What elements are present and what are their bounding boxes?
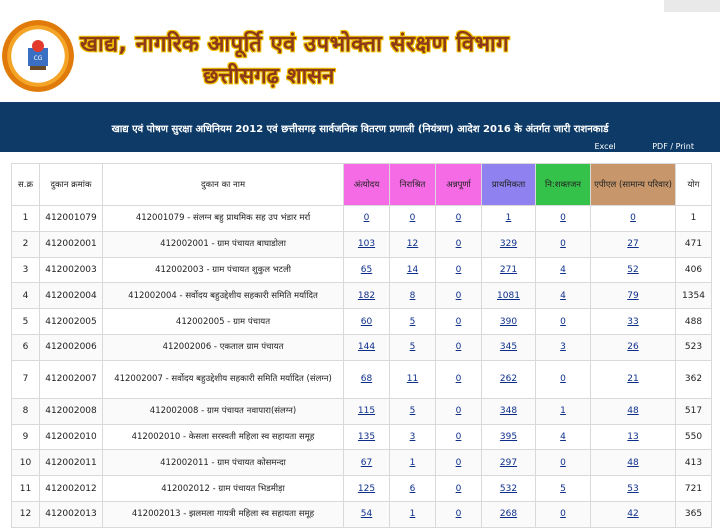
export-links (560, 142, 694, 151)
cell-sno: 6 (12, 334, 40, 360)
cell-shop-name: 412002001 - ग्राम पंचायत बाघाडोला (103, 231, 344, 257)
cell-prathmikta (482, 424, 536, 450)
cell-sno: 11 (12, 476, 40, 502)
top-strip (0, 0, 720, 12)
cell-shop-code: 412002012 (40, 476, 103, 502)
cell-prathmikta (482, 360, 536, 398)
cell-antyodaya (344, 501, 390, 527)
cell-annapurna (436, 283, 482, 309)
cell-total: 488 (676, 309, 712, 335)
cell-prathmikta-link[interactable]: 1081 (497, 290, 520, 301)
cell-total: 406 (676, 257, 712, 283)
cell-total: 362 (676, 360, 712, 398)
cell-total: 550 (676, 424, 712, 450)
cell-annapurna-link[interactable]: 0 (455, 483, 462, 494)
cell-annapurna-link[interactable]: 0 (455, 406, 462, 417)
cell-antyodaya-link[interactable]: 144 (357, 342, 376, 353)
cell-apl-link[interactable]: 13 (627, 431, 639, 442)
cell-antyodaya-link[interactable]: 65 (360, 264, 373, 275)
cell-nishaktjan-link[interactable]: 4 (560, 264, 566, 275)
cell-annapurna-link[interactable]: 0 (455, 316, 462, 327)
cell-total: 517 (676, 398, 712, 424)
cell-prathmikta (482, 450, 536, 476)
table-row (12, 501, 712, 527)
cell-niradhrit (390, 476, 436, 502)
cell-nishaktjan-link[interactable]: 5 (560, 483, 566, 494)
cell-sno: 8 (12, 398, 40, 424)
cell-antyodaya (344, 476, 390, 502)
cell-prathmikta-link[interactable]: 390 (499, 316, 518, 327)
cell-nishaktjan (536, 309, 591, 335)
cell-prathmikta-link[interactable]: 348 (499, 406, 518, 417)
cell-total: 523 (676, 334, 712, 360)
cell-prathmikta (482, 309, 536, 335)
cell-total: 471 (676, 231, 712, 257)
header-nishaktjan: नि:शक्तजन (536, 164, 591, 206)
cell-niradhrit-link[interactable]: 6 (409, 483, 416, 494)
cell-nishaktjan-link[interactable]: 0 (560, 374, 566, 385)
cell-annapurna-link[interactable]: 0 (455, 431, 462, 442)
cell-annapurna (436, 360, 482, 398)
cell-apl-link[interactable]: 0 (630, 213, 636, 224)
cell-apl-link[interactable]: 53 (627, 483, 639, 494)
cell-shop-name: 412002006 - एकताल ग्राम पंचायत (103, 334, 344, 360)
cell-antyodaya-link[interactable]: 54 (360, 509, 373, 520)
cell-shop-name: 412002008 - ग्राम पंचायत नवापारा(संलग्न) (103, 398, 344, 424)
cell-antyodaya (344, 450, 390, 476)
cell-shop-name: 412001079 - संलग्न बहु प्राथमिक सह उप भंडार मर्रा (103, 206, 344, 232)
ration-card-table (11, 163, 712, 528)
cell-nishaktjan-link[interactable]: 0 (560, 457, 566, 468)
svg-text:CG: CG (33, 55, 43, 62)
cell-apl (591, 476, 676, 502)
cell-antyodaya-link[interactable]: 67 (360, 457, 373, 468)
cell-annapurna-link[interactable]: 0 (455, 239, 462, 250)
cell-nishaktjan-link[interactable]: 0 (560, 213, 566, 224)
cell-shop-code: 412002008 (40, 398, 103, 424)
cell-nishaktjan (536, 283, 591, 309)
table-row (12, 257, 712, 283)
cell-niradhrit-link[interactable]: 1 (409, 457, 416, 468)
cell-nishaktjan-link[interactable]: 4 (560, 290, 566, 301)
cell-niradhrit (390, 231, 436, 257)
cell-apl (591, 398, 676, 424)
cell-prathmikta-link[interactable]: 1 (505, 213, 512, 224)
cell-nishaktjan-link[interactable]: 0 (560, 316, 566, 327)
cell-shop-name: 412002010 - केसला सरस्वती महिला स्व सहायता समूह (103, 424, 344, 450)
cell-total: 721 (676, 476, 712, 502)
cell-sno: 1 (12, 206, 40, 232)
cell-nishaktjan (536, 257, 591, 283)
department-logo (2, 20, 74, 92)
excel-export-link[interactable]: Excel (594, 142, 616, 151)
cell-niradhrit-link[interactable]: 5 (409, 316, 416, 327)
cell-apl-link[interactable]: 33 (627, 316, 639, 327)
cell-total: 1354 (676, 283, 712, 309)
cell-sno: 5 (12, 309, 40, 335)
cell-shop-name: 412002011 - ग्राम पंचायत कोसमन्दा (103, 450, 344, 476)
cell-niradhrit (390, 424, 436, 450)
header-total: योग (676, 164, 712, 206)
cell-antyodaya (344, 257, 390, 283)
cell-shop-name: 412002012 - ग्राम पंचायत भिडमीड़ा (103, 476, 344, 502)
cell-total: 1 (676, 206, 712, 232)
cell-prathmikta (482, 501, 536, 527)
header-niradhrit: निराश्रित (390, 164, 436, 206)
cell-sno: 12 (12, 501, 40, 527)
cell-antyodaya (344, 231, 390, 257)
cell-annapurna-link[interactable]: 0 (455, 457, 462, 468)
cell-shop-code: 412002004 (40, 283, 103, 309)
pdf-print-link[interactable]: PDF / Print (652, 142, 694, 151)
cell-prathmikta (482, 334, 536, 360)
cell-apl (591, 283, 676, 309)
cell-antyodaya-link[interactable]: 103 (357, 239, 376, 250)
cell-antyodaya-link[interactable]: 0 (363, 213, 370, 224)
cell-nishaktjan (536, 398, 591, 424)
cell-shop-name: 412002004 - सर्वोदय बहुउद्देशीय सहकारी समिति मर्यादित (103, 283, 344, 309)
header-apl: एपीएल (सामान्य परिवार) (591, 164, 676, 206)
cell-antyodaya-link[interactable]: 115 (357, 406, 376, 417)
cell-prathmikta-link[interactable]: 268 (499, 509, 518, 520)
cell-annapurna (436, 424, 482, 450)
cell-shop-code: 412002013 (40, 501, 103, 527)
cell-annapurna (436, 231, 482, 257)
site-header (0, 12, 720, 102)
cell-antyodaya (344, 334, 390, 360)
cell-annapurna-link[interactable]: 0 (455, 290, 462, 301)
cell-apl-link[interactable]: 48 (627, 457, 639, 468)
cell-apl (591, 334, 676, 360)
table-row (12, 398, 712, 424)
header-prathmikta: प्राथमिकता (482, 164, 536, 206)
cell-apl (591, 231, 676, 257)
header-shop-code: दुकान क्रमांक (40, 164, 103, 206)
cell-niradhrit-link[interactable]: 3 (409, 431, 416, 442)
cell-antyodaya-link[interactable]: 182 (357, 290, 376, 301)
cell-total: 413 (676, 450, 712, 476)
cell-prathmikta-link[interactable]: 329 (499, 239, 518, 250)
ration-card-table-wrapper (11, 163, 711, 528)
cell-nishaktjan (536, 476, 591, 502)
cell-antyodaya-link[interactable]: 60 (360, 316, 373, 327)
cell-annapurna-link[interactable]: 0 (455, 213, 462, 224)
cell-apl (591, 360, 676, 398)
cell-annapurna (436, 450, 482, 476)
cell-niradhrit-link[interactable]: 8 (409, 290, 416, 301)
cell-antyodaya (344, 206, 390, 232)
cell-niradhrit (390, 450, 436, 476)
cell-shop-code: 412002003 (40, 257, 103, 283)
cell-nishaktjan (536, 424, 591, 450)
cell-annapurna (436, 334, 482, 360)
cell-apl (591, 450, 676, 476)
top-strip-right (664, 0, 720, 12)
cell-niradhrit (390, 501, 436, 527)
cell-antyodaya (344, 398, 390, 424)
cell-apl-link[interactable]: 52 (627, 264, 639, 275)
cell-apl-link[interactable]: 26 (627, 342, 639, 353)
cell-shop-code: 412001079 (40, 206, 103, 232)
cell-apl (591, 257, 676, 283)
cell-apl (591, 501, 676, 527)
cell-shop-name: 412002005 - ग्राम पंचायत (103, 309, 344, 335)
header-sno: स.क्र (12, 164, 40, 206)
cell-annapurna-link[interactable]: 0 (455, 509, 462, 520)
table-row (12, 231, 712, 257)
cell-apl (591, 206, 676, 232)
cell-niradhrit-link[interactable]: 12 (406, 239, 419, 250)
cell-niradhrit (390, 398, 436, 424)
cell-total: 365 (676, 501, 712, 527)
header-shop-name: दुकान का नाम (103, 164, 344, 206)
emblem-icon (24, 38, 52, 74)
cell-annapurna-link[interactable]: 0 (455, 374, 462, 385)
table-row (12, 424, 712, 450)
cell-annapurna-link[interactable]: 0 (455, 264, 462, 275)
table-row (12, 360, 712, 398)
header-annapurna: अन्नपूर्णा (436, 164, 482, 206)
cell-shop-name: 412002013 - झलमला गायत्री महिला स्व सहायता समूह (103, 501, 344, 527)
cell-nishaktjan-link[interactable]: 1 (560, 406, 566, 417)
cell-annapurna-link[interactable]: 0 (455, 342, 462, 353)
cell-apl-link[interactable]: 79 (627, 290, 639, 301)
cell-prathmikta (482, 206, 536, 232)
cell-niradhrit-link[interactable]: 5 (409, 342, 416, 353)
cell-prathmikta-link[interactable]: 345 (499, 342, 518, 353)
cell-nishaktjan (536, 334, 591, 360)
cell-shop-code: 412002005 (40, 309, 103, 335)
cell-shop-name: 412002003 - ग्राम पंचायत शुकुल भटली (103, 257, 344, 283)
cell-apl-link[interactable]: 27 (627, 239, 639, 250)
cell-niradhrit (390, 334, 436, 360)
cell-sno: 3 (12, 257, 40, 283)
cell-prathmikta (482, 257, 536, 283)
cell-sno: 7 (12, 360, 40, 398)
cell-nishaktjan-link[interactable]: 0 (560, 509, 566, 520)
page-title: खाद्य एवं पोषण सुरक्षा अधिनियम 2012 एवं छत्तीसगढ़ सार्वजनिक वितरण प्रणाली (नियंत्रण) आदेश 2016 के अंतर्गत जारी राशनकार्ड (111, 124, 609, 135)
cell-antyodaya (344, 309, 390, 335)
cell-niradhrit-link[interactable]: 11 (406, 374, 419, 385)
cell-prathmikta-link[interactable]: 262 (499, 374, 518, 385)
cell-nishaktjan (536, 206, 591, 232)
cell-annapurna (436, 501, 482, 527)
cell-sno: 10 (12, 450, 40, 476)
cell-prathmikta-link[interactable]: 532 (499, 483, 518, 494)
cell-annapurna (436, 309, 482, 335)
cell-apl (591, 309, 676, 335)
table-row (12, 334, 712, 360)
cell-prathmikta (482, 476, 536, 502)
cell-niradhrit (390, 360, 436, 398)
cell-sno: 4 (12, 283, 40, 309)
cell-nishaktjan-link[interactable]: 0 (560, 239, 566, 250)
cell-prathmikta-link[interactable]: 395 (499, 431, 518, 442)
cell-apl-link[interactable]: 42 (627, 509, 639, 520)
department-name: खाद्य, नागरिक आपूर्ति एवं उपभोक्ता संरक्षण विभाग (80, 32, 510, 57)
cell-shop-code: 412002010 (40, 424, 103, 450)
cell-shop-code: 412002006 (40, 334, 103, 360)
cell-niradhrit-link[interactable]: 14 (406, 264, 419, 275)
cell-antyodaya (344, 360, 390, 398)
title-banner (0, 102, 720, 152)
table-body (12, 206, 712, 528)
table-header-row (12, 164, 712, 206)
table-row (12, 206, 712, 232)
cell-nishaktjan-link[interactable]: 4 (560, 431, 566, 442)
cell-prathmikta-link[interactable]: 297 (499, 457, 518, 468)
cell-prathmikta (482, 398, 536, 424)
cell-niradhrit-link[interactable]: 5 (409, 406, 416, 417)
cell-annapurna (436, 398, 482, 424)
cell-prathmikta (482, 231, 536, 257)
cell-prathmikta (482, 283, 536, 309)
cell-antyodaya-link[interactable]: 68 (360, 374, 373, 385)
cell-nishaktjan-link[interactable]: 3 (560, 342, 566, 353)
cell-sno: 2 (12, 231, 40, 257)
cell-antyodaya-link[interactable]: 125 (357, 483, 376, 494)
cell-shop-code: 412002011 (40, 450, 103, 476)
cell-antyodaya (344, 283, 390, 309)
cell-prathmikta-link[interactable]: 271 (499, 264, 518, 275)
cell-nishaktjan (536, 450, 591, 476)
table-row (12, 309, 712, 335)
cell-shop-name: 412002007 - सर्वोदय बहुउद्देशीय सहकारी समिति मर्यादित (संलग्न) (103, 360, 344, 398)
cell-niradhrit (390, 206, 436, 232)
cell-annapurna (436, 206, 482, 232)
cell-nishaktjan (536, 360, 591, 398)
cell-antyodaya (344, 424, 390, 450)
government-name: छत्तीसगढ़ शासन (203, 64, 335, 89)
cell-niradhrit-link[interactable]: 0 (409, 213, 416, 224)
cell-antyodaya-link[interactable]: 135 (357, 431, 376, 442)
cell-annapurna (436, 476, 482, 502)
cell-shop-code: 412002001 (40, 231, 103, 257)
table-row (12, 450, 712, 476)
cell-nishaktjan (536, 231, 591, 257)
table-row (12, 476, 712, 502)
cell-niradhrit (390, 257, 436, 283)
cell-sno: 9 (12, 424, 40, 450)
cell-niradhrit (390, 309, 436, 335)
table-row (12, 283, 712, 309)
cell-annapurna (436, 257, 482, 283)
cell-niradhrit-link[interactable]: 1 (409, 509, 416, 520)
cell-apl-link[interactable]: 48 (627, 406, 639, 417)
cell-nishaktjan (536, 501, 591, 527)
header-antyodaya: अंत्योदय (344, 164, 390, 206)
cell-apl (591, 424, 676, 450)
cell-niradhrit (390, 283, 436, 309)
cell-apl-link[interactable]: 21 (627, 374, 639, 385)
cell-shop-code: 412002007 (40, 360, 103, 398)
